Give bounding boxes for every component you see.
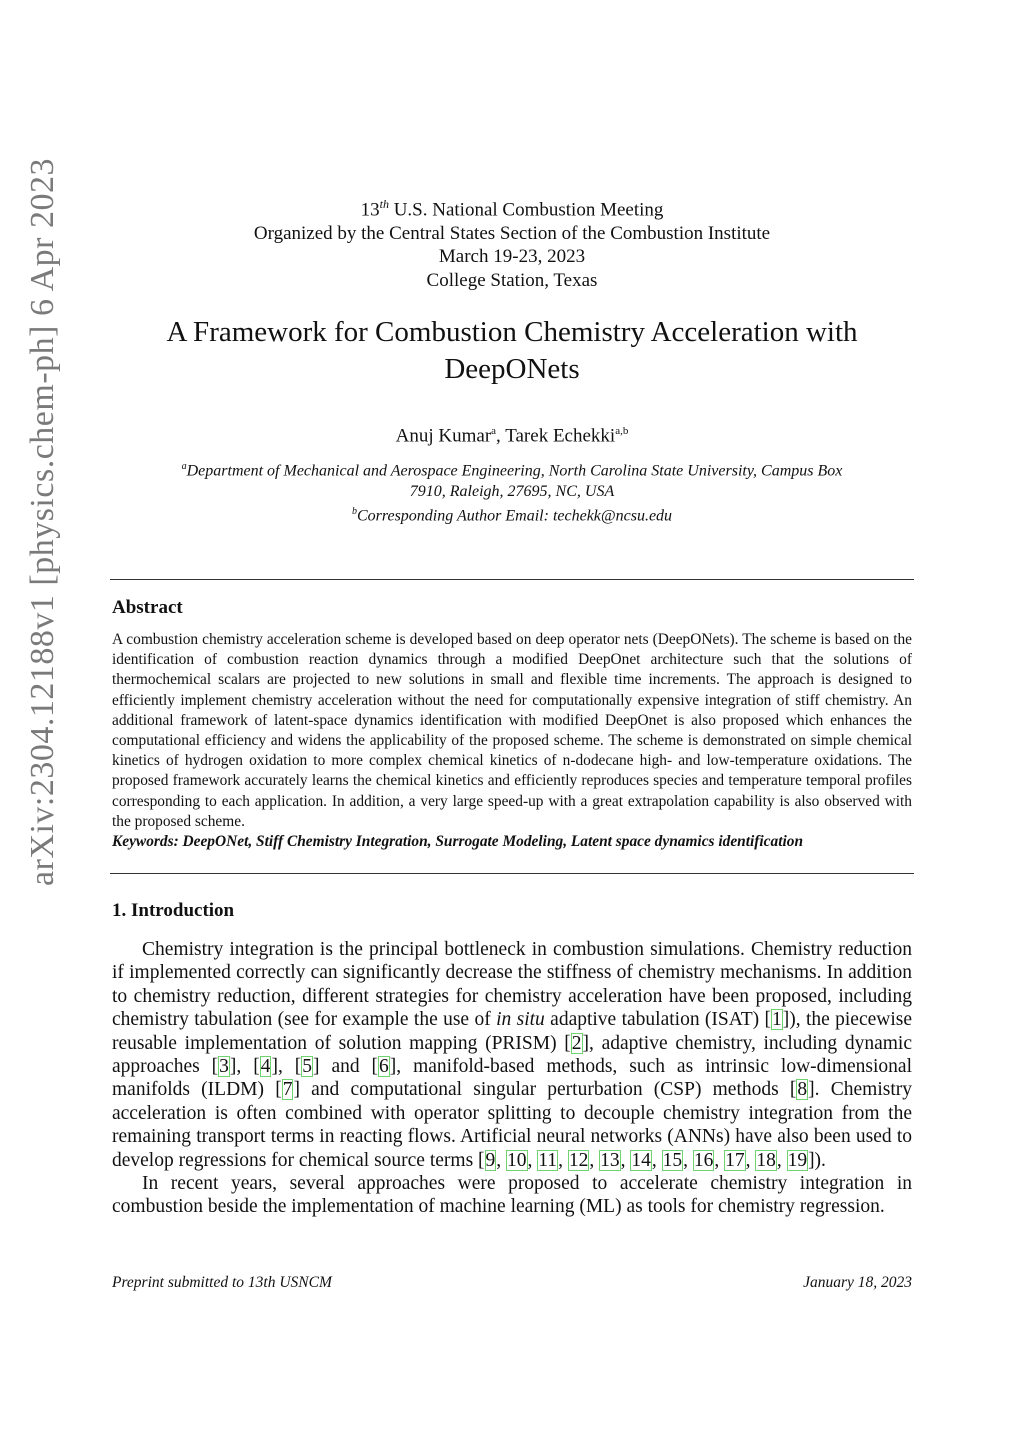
citation-link[interactable]: 17 [725,1149,745,1171]
author-name: Anuj Kumar [395,425,492,447]
citation-link[interactable]: 18 [756,1149,776,1171]
abstract-bottom-rule [110,873,914,874]
footer-date: January 18, 2023 [803,1274,912,1291]
citation-link[interactable]: 5 [302,1056,313,1078]
author-name: Tarek Echekki [505,425,616,447]
paragraph: Chemistry integration is the principal bottleneck in combustion simulations. Chemistry reduction if implemented correctly can significantly decrease the stiffness of chemistry mechanisms. In addition to chemistry reduction, different strategies for chemistry acceleration have been proposed, including chemistry tabulation (see for example the use of in situ adaptive tabulation (ISAT) [1]), the piecewise reusable implementation of solution mapping (PRISM) [2], adaptive chemistry, including dynamic approaches [3], [4], [5] and [6], manifold-based methods, such as intrinsic low-dimensional manifolds (ILDM) [7] and computational singular perturbation (CSP) methods [8]. Chemistry acceleration is often combined with operator splitting to decouple chemistry integration from the remaining transport terms in reacting flows. Artificial neural networks (ANNs) have also been used to develop regressions for chemical source terms [9, 10, 11, 12, 13, 14, 15, 16, 17, 18, 19]). [112,939,913,1171]
abstract-top-rule [110,579,914,580]
citation-link[interactable]: 10 [507,1149,527,1171]
meeting-location: College Station, Texas [426,269,598,291]
abstract-heading: Abstract [112,597,183,618]
citation-link[interactable]: 3 [219,1056,229,1078]
arxiv-stamp [0,0,86,1448]
preprint-note: Preprint submitted to 13th USNCM [112,1274,332,1291]
citation-link[interactable]: 6 [379,1056,389,1078]
citation-link[interactable]: 7 [282,1079,293,1101]
citation-link[interactable]: 13 [600,1149,620,1171]
abstract-text: A combustion chemistry acceleration scheme is developed based on deep operator nets (DeepONets). The scheme is based on the identification of combustion reaction dynamics through a modified DeepOnet architecture such that the solutions of thermochemical scalars are projected to new solutions in small and flexible time increments. The approach is designed to efficiently implement chemistry acceleration without the need for computationally expensive integration of stiff chemistry. An additional framework of latent-space dynamics identification with modified DeepOnet is also proposed which enhances the computational efficiency and widens the applicability of the proposed scheme. The scheme is demonstrated on simple chemical kinetics of hydrogen oxidation to more complex chemical kinetics of n-dodecane high- and low-temperature oxidations. The proposed framework accurately learns the chemical kinetics and efficiently reproduces species and temperature temporal profiles corresponding to each application. In addition, a very large speed-up with a great extrapolation capability is also observed with the proposed scheme. [112,631,912,830]
citation-link[interactable]: 4 [260,1056,271,1078]
meeting-dates: March 19-23, 2023 [438,246,586,268]
meeting-organizer: Organized by the Central States Section of the Combustion Institute [253,222,771,244]
citation-link[interactable]: 15 [662,1149,683,1171]
introduction-body [112,938,912,1219]
citation-link[interactable]: 14 [631,1149,651,1171]
section-heading: 1. Introduction [112,900,235,921]
affiliation-a: $^a$Department of Mechanical and Aerospace Engineering, North Carolina State University, Campus Box [181,461,843,480]
meeting-header [112,193,912,292]
citation-link[interactable]: 19 [787,1149,808,1171]
citation-link[interactable]: 1 [771,1009,782,1031]
affiliation-b: $^b$Corresponding Author Email: techekk@ncsu.edu [351,506,673,525]
citation-link[interactable]: 2 [571,1032,582,1054]
affiliations: $^a$Department of Mechanical and Aerospace Engineering, North Carolina State University, Campus Box 7910, Raleigh, 27695, NC, USA $^b$Corresponding Author Email: techekk@ncsu.edu [150,457,874,527]
paragraph: In recent years, several approaches were proposed to accelerate chemistry integration in combustion beside the implementation of machine learning (ML) as tools for chemistry regression. [112,1173,912,1218]
citation-link[interactable]: 16 [693,1149,714,1171]
citation-link[interactable]: 8 [797,1079,808,1101]
citation-link[interactable]: 12 [568,1149,589,1171]
arxiv-identifier[interactable]: arXiv:2304.12188v1 [physics.chem-ph] 6 Apr 2023 [24,158,61,886]
citation-link[interactable]: 9 [485,1149,496,1171]
meeting-name-line: 13th U.S. National Combustion Meeting [360,197,664,221]
citation-link[interactable]: 11 [538,1149,558,1171]
paper-title: A Framework for Combustion Chemistry Acceleration with DeepONets [166,316,858,385]
abstract-body [112,630,912,852]
keywords: Keywords: DeepONet, Stiff Chemistry Integration, Surrogate Modeling, Latent space dynamics identification [112,833,804,851]
author-list: Anuj Kumar$^a$, Tarek Echekki$^{a,b}$ [395,425,629,447]
